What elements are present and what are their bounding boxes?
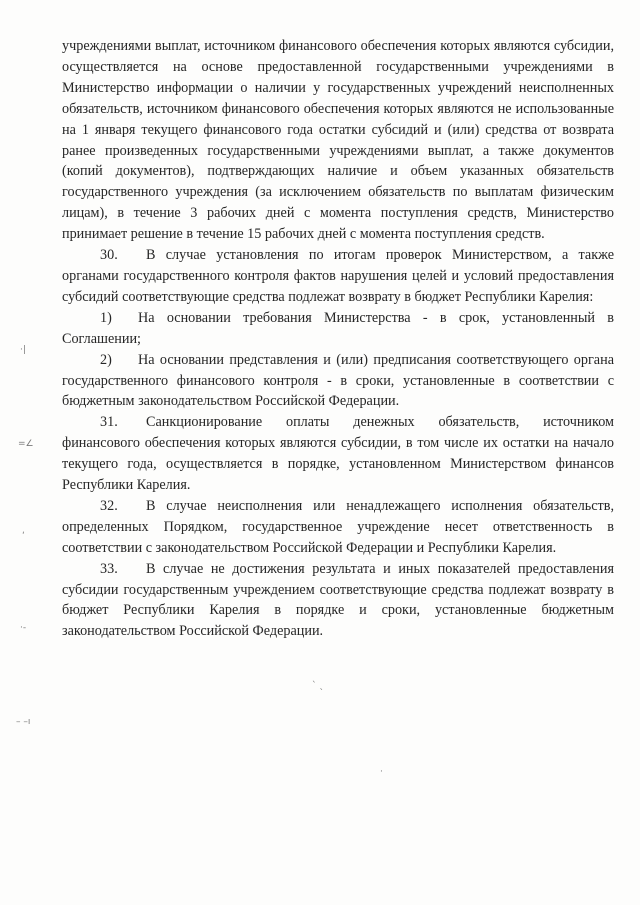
clause-30 bbox=[62, 245, 614, 308]
subclause-number: 2) bbox=[100, 351, 112, 368]
subclause-text: На основании представления и (или) предписания соответствующего органа государственного финансового контроля - в сроки, установленные в соответствии с бюджетным законодательством Российской Федерации. bbox=[62, 351, 614, 410]
document-body bbox=[62, 36, 614, 642]
subclause-number: 1) bbox=[100, 309, 112, 326]
subclause-1 bbox=[62, 308, 614, 350]
scan-mark: ·‑ bbox=[20, 623, 27, 633]
clause-32 bbox=[62, 496, 614, 559]
scan-mark: ‘ bbox=[22, 531, 25, 541]
clause-text: В случае неисполнения или ненадлежащего исполнения обязательств, определенных Порядком, государственное учреждение несет ответственность в соответствии с законодательством Российской Федерации и Республики Карелия. bbox=[62, 497, 614, 556]
clause-number: 31. bbox=[100, 414, 118, 431]
clause-number: 33. bbox=[100, 560, 118, 577]
scan-mark: · bbox=[380, 767, 383, 777]
clause-number: 32. bbox=[100, 497, 118, 514]
subclause-2 bbox=[62, 350, 614, 413]
clause-31 bbox=[62, 412, 614, 496]
scan-mark: ·| bbox=[20, 345, 26, 355]
scan-mark: =∠ bbox=[18, 439, 34, 449]
subclause-text: На основании требования Министерства - в срок, установленный в Соглашении; bbox=[62, 309, 614, 347]
scan-mark: ` ˎ bbox=[312, 681, 324, 691]
intro-paragraph: учреждениями выплат, источником финансового обеспечения которых являются субсидии, осуществляется на основе предоставленной государственными учреждениями в Министерство информации о наличии у государственных учреждений неисполненных обязательств, источником финансового обеспечения которых являются не использованные на 1 января текущего финансового года остатки субсидий и (или) средства от возврата ранее произведенных государственными учреждениями выплат, а также документов (копий документов), подтверждающих наличие и объем указанных обязательств государственного учреждения (за исключением обязательств по выплатам физическим лицам), в течение 3 рабочих дней с момента поступления средств, Министерство принимает решение в течение 15 рабочих дней с момента поступления средств. bbox=[62, 38, 614, 243]
clause-text: В случае не достижения результата и иных показателей предоставления субсидии государственным учреждением соответствующие средства подлежат возврату в бюджет Республики Карелия в порядке и сроки, установленные бюджетным законодательством Российской Федерации. bbox=[62, 560, 614, 640]
clause-text: Санкционирование оплаты денежных обязательств, источником финансового обеспечения которых являются субсидии, в том числе их остатки на начало текущего года, осуществляется в порядке, установленном Министерством финансов Республики Карелия. bbox=[62, 414, 614, 494]
clause-text: В случае установления по итогам проверок Министерством, а также органами государственного контроля фактов нарушения целей и условий предоставления субсидий соответствующие средства подлежат возврату в бюджет Республики Карелия: bbox=[62, 247, 614, 305]
clause-number: 30. bbox=[100, 247, 118, 264]
clause-33 bbox=[62, 559, 614, 643]
scan-mark: – –ı bbox=[16, 717, 31, 727]
